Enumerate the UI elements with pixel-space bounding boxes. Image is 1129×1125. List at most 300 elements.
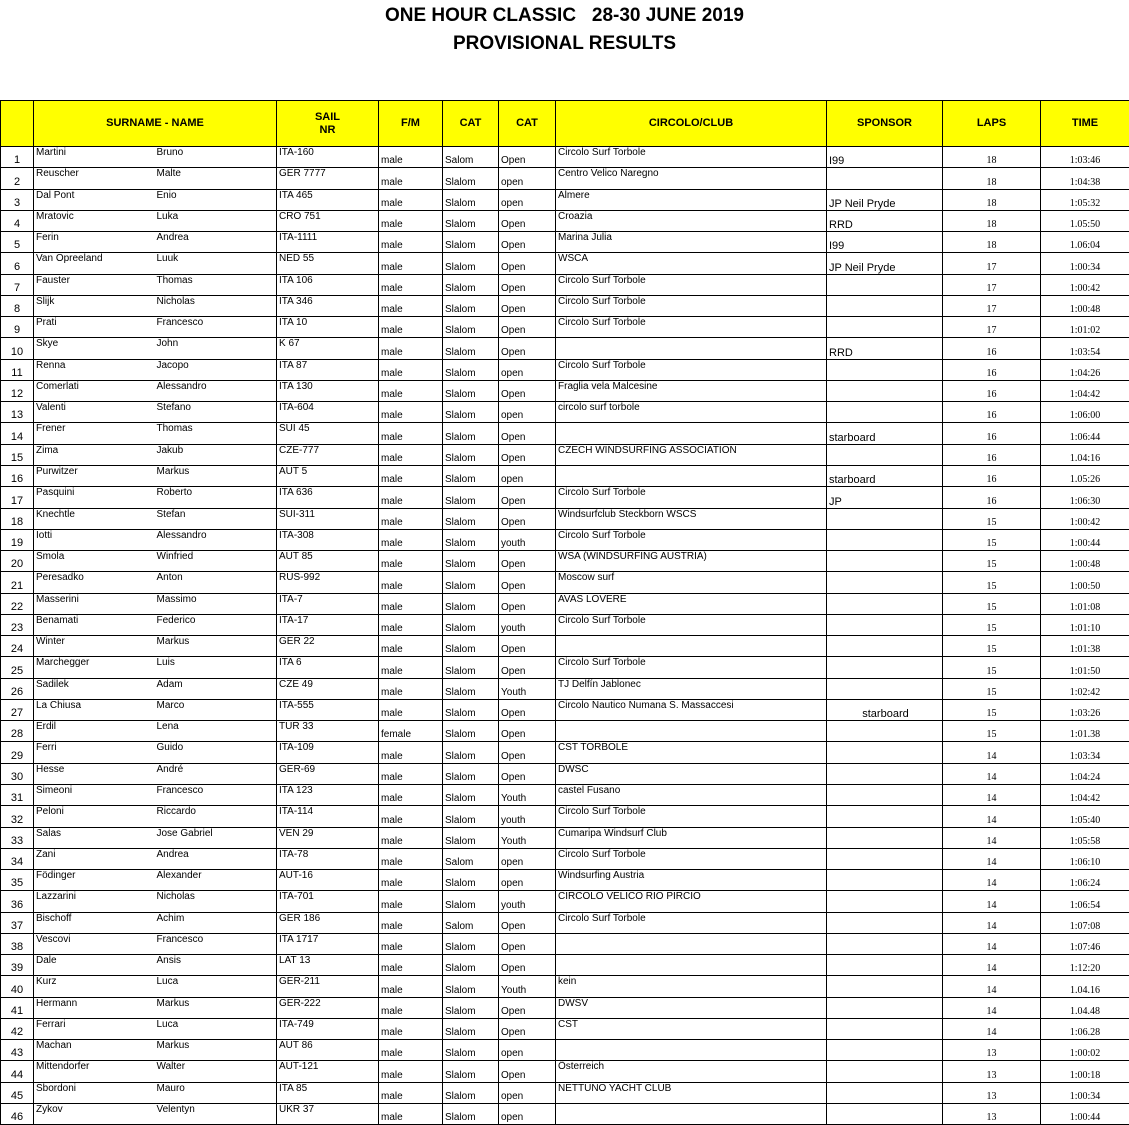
club-cell: Circolo Nautico Numana S. Massaccesi <box>556 699 827 720</box>
club-cell: Croazia <box>556 210 827 231</box>
sponsor-cell <box>827 551 943 572</box>
laps-cell: 15 <box>943 636 1041 657</box>
club-cell <box>556 636 827 657</box>
laps-cell: 14 <box>943 997 1041 1018</box>
sail-number-cell: GER-69 <box>277 763 379 784</box>
time-cell: 1:00:18 <box>1041 1061 1129 1082</box>
table-row <box>1 444 1129 465</box>
position-cell: 1 <box>1 147 34 168</box>
category-cell: Slalom <box>443 572 499 593</box>
laps-cell: 15 <box>943 699 1041 720</box>
category-type-cell: Open <box>499 551 556 572</box>
table-row <box>1 614 1129 635</box>
gender-cell: male <box>379 955 443 976</box>
position-cell: 11 <box>1 359 34 380</box>
table-row <box>1 402 1129 423</box>
time-cell: 1:06:44 <box>1041 423 1129 444</box>
sponsor-cell <box>827 168 943 189</box>
category-header-2: CAT <box>499 101 556 147</box>
category-type-cell: youth <box>499 806 556 827</box>
surname-cell: Bischoff <box>34 912 155 933</box>
surname-cell: Smola <box>34 551 155 572</box>
surname-cell: Ferrari <box>34 1018 155 1039</box>
gender-cell: male <box>379 487 443 508</box>
table-row <box>1 380 1129 401</box>
category-cell: Slalom <box>443 1040 499 1061</box>
category-cell: Slalom <box>443 189 499 210</box>
time-cell: 1.04:16 <box>1041 444 1129 465</box>
sponsor-cell: JP Neil Pryde <box>827 253 943 274</box>
gender-cell: male <box>379 295 443 316</box>
laps-cell: 14 <box>943 912 1041 933</box>
sponsor-cell <box>827 827 943 848</box>
surname-cell: Valenti <box>34 402 155 423</box>
club-cell: Circolo Surf Torbole <box>556 614 827 635</box>
club-cell <box>556 721 827 742</box>
sponsor-cell <box>827 380 943 401</box>
surname-cell: Simeoni <box>34 784 155 805</box>
club-cell: Windsurfclub Steckborn WSCS <box>556 508 827 529</box>
club-cell <box>556 465 827 486</box>
sail-number-cell: ITA 130 <box>277 380 379 401</box>
laps-cell: 15 <box>943 614 1041 635</box>
time-cell: 1:04:38 <box>1041 168 1129 189</box>
position-cell: 40 <box>1 976 34 997</box>
table-row <box>1 827 1129 848</box>
sail-number-cell: ITA-555 <box>277 699 379 720</box>
gender-cell: male <box>379 338 443 359</box>
category-cell: Slalom <box>443 168 499 189</box>
time-cell: 1:07:08 <box>1041 912 1129 933</box>
club-cell: TJ Delfín Jablonec <box>556 678 827 699</box>
first-name-cell: Guido <box>155 742 277 763</box>
sponsor-cell <box>827 295 943 316</box>
club-cell: AVAS LOVERE <box>556 593 827 614</box>
surname-cell: Skye <box>34 338 155 359</box>
category-type-cell: Open <box>499 1018 556 1039</box>
sail-number-cell: SUI 45 <box>277 423 379 444</box>
category-cell: Slalom <box>443 721 499 742</box>
position-cell: 16 <box>1 465 34 486</box>
time-cell: 1:04:42 <box>1041 784 1129 805</box>
sponsor-cell <box>827 955 943 976</box>
category-type-cell: open <box>499 1040 556 1061</box>
surname-cell: Prati <box>34 317 155 338</box>
first-name-cell: Malte <box>155 168 277 189</box>
category-type-cell: Open <box>499 955 556 976</box>
first-name-cell: Jakub <box>155 444 277 465</box>
surname-cell: Fauster <box>34 274 155 295</box>
table-row <box>1 699 1129 720</box>
club-cell: Cumaripa Windsurf Club <box>556 827 827 848</box>
sail-number-cell: ITA-78 <box>277 848 379 869</box>
sponsor-header: SPONSOR <box>827 101 943 147</box>
surname-cell: Mittendorfer <box>34 1061 155 1082</box>
sponsor-cell: I99 <box>827 232 943 253</box>
time-cell: 1:06.28 <box>1041 1018 1129 1039</box>
category-type-cell: open <box>499 359 556 380</box>
surname-cell: Iotti <box>34 529 155 550</box>
laps-cell: 15 <box>943 508 1041 529</box>
gender-cell: male <box>379 168 443 189</box>
table-row <box>1 274 1129 295</box>
sponsor-cell <box>827 614 943 635</box>
laps-cell: 16 <box>943 465 1041 486</box>
sponsor-cell <box>827 402 943 423</box>
table-row <box>1 763 1129 784</box>
sail-number-cell: ITA 106 <box>277 274 379 295</box>
gender-cell: male <box>379 933 443 954</box>
time-cell: 1:06:30 <box>1041 487 1129 508</box>
position-cell: 45 <box>1 1082 34 1103</box>
time-cell: 1:04:26 <box>1041 359 1129 380</box>
category-cell: Slalom <box>443 338 499 359</box>
club-cell: Circolo Surf Torbole <box>556 295 827 316</box>
sail-number-cell: GER 186 <box>277 912 379 933</box>
table-row <box>1 359 1129 380</box>
sponsor-cell <box>827 763 943 784</box>
surname-cell: Zima <box>34 444 155 465</box>
sponsor-cell <box>827 1103 943 1124</box>
sail-number-cell: ITA-160 <box>277 147 379 168</box>
club-cell: Marina Julia <box>556 232 827 253</box>
category-type-cell: Open <box>499 593 556 614</box>
time-cell: 1:00:42 <box>1041 274 1129 295</box>
sponsor-cell <box>827 870 943 891</box>
gender-cell: male <box>379 678 443 699</box>
position-cell: 35 <box>1 870 34 891</box>
club-cell <box>556 955 827 976</box>
surname-cell: Reuscher <box>34 168 155 189</box>
sponsor-cell <box>827 721 943 742</box>
sponsor-cell: starboard <box>827 423 943 444</box>
surname-cell: Lazzarini <box>34 891 155 912</box>
category-cell: Slalom <box>443 380 499 401</box>
sail-number-cell: ITA-114 <box>277 806 379 827</box>
table-row <box>1 1061 1129 1082</box>
surname-cell: Frener <box>34 423 155 444</box>
table-row <box>1 1082 1129 1103</box>
club-cell: castel Fusano <box>556 784 827 805</box>
category-cell: Slalom <box>443 742 499 763</box>
sponsor-cell: starboard <box>827 465 943 486</box>
first-name-cell: Stefano <box>155 402 277 423</box>
category-cell: Slalom <box>443 955 499 976</box>
category-type-cell: Open <box>499 997 556 1018</box>
sponsor-cell: RRD <box>827 338 943 359</box>
first-name-cell: Luca <box>155 976 277 997</box>
surname-cell: Dale <box>34 955 155 976</box>
sail-number-cell: ITA 636 <box>277 487 379 508</box>
surname-cell: Zani <box>34 848 155 869</box>
laps-cell: 13 <box>943 1082 1041 1103</box>
time-cell: 1.04.48 <box>1041 997 1129 1018</box>
laps-cell: 18 <box>943 210 1041 231</box>
table-row <box>1 784 1129 805</box>
surname-cell: Sadilek <box>34 678 155 699</box>
category-type-cell: Youth <box>499 827 556 848</box>
gender-cell: male <box>379 763 443 784</box>
laps-cell: 16 <box>943 444 1041 465</box>
sail-number-cell: ITA 85 <box>277 1082 379 1103</box>
first-name-cell: Walter <box>155 1061 277 1082</box>
sponsor-cell <box>827 891 943 912</box>
position-cell: 37 <box>1 912 34 933</box>
time-cell: 1:03:34 <box>1041 742 1129 763</box>
gender-cell: male <box>379 147 443 168</box>
sail-number-cell: VEN 29 <box>277 827 379 848</box>
category-cell: Slalom <box>443 359 499 380</box>
time-cell: 1:01:08 <box>1041 593 1129 614</box>
first-name-cell: John <box>155 338 277 359</box>
sail-number-cell: CRO 751 <box>277 210 379 231</box>
time-cell: 1:06:10 <box>1041 848 1129 869</box>
first-name-cell: Markus <box>155 636 277 657</box>
sponsor-cell <box>827 848 943 869</box>
sponsor-cell: I99 <box>827 147 943 168</box>
sponsor-cell <box>827 508 943 529</box>
position-cell: 13 <box>1 402 34 423</box>
category-type-cell: open <box>499 1082 556 1103</box>
time-cell: 1:00:44 <box>1041 529 1129 550</box>
laps-cell: 16 <box>943 359 1041 380</box>
first-name-cell: Jose Gabriel <box>155 827 277 848</box>
gender-cell: male <box>379 1040 443 1061</box>
category-type-cell: Open <box>499 508 556 529</box>
first-name-cell: Andrea <box>155 848 277 869</box>
table-row <box>1 508 1129 529</box>
surname-cell: Knechtle <box>34 508 155 529</box>
category-cell: Slalom <box>443 933 499 954</box>
time-cell: 1:05:40 <box>1041 806 1129 827</box>
category-type-cell: Open <box>499 1061 556 1082</box>
sponsor-cell: JP <box>827 487 943 508</box>
position-cell: 33 <box>1 827 34 848</box>
first-name-cell: Velentyn <box>155 1103 277 1124</box>
category-type-cell: Open <box>499 253 556 274</box>
table-row <box>1 317 1129 338</box>
club-cell: kein <box>556 976 827 997</box>
category-type-cell: Youth <box>499 976 556 997</box>
gender-cell: male <box>379 465 443 486</box>
gender-cell: male <box>379 1061 443 1082</box>
category-cell: Slalom <box>443 317 499 338</box>
table-row <box>1 572 1129 593</box>
category-type-cell: Open <box>499 380 556 401</box>
time-cell: 1.05:50 <box>1041 210 1129 231</box>
sail-number-cell: ITA 87 <box>277 359 379 380</box>
gender-cell: male <box>379 508 443 529</box>
sail-number-cell: ITA-7 <box>277 593 379 614</box>
category-type-cell: open <box>499 402 556 423</box>
gender-cell: male <box>379 636 443 657</box>
time-cell: 1.04.16 <box>1041 976 1129 997</box>
first-name-cell: Enio <box>155 189 277 210</box>
sail-number-cell: UKR 37 <box>277 1103 379 1124</box>
position-cell: 18 <box>1 508 34 529</box>
results-header <box>1 101 1129 147</box>
table-row <box>1 465 1129 486</box>
position-cell: 38 <box>1 933 34 954</box>
sponsor-cell <box>827 593 943 614</box>
sail-number-cell: ITA-749 <box>277 1018 379 1039</box>
category-cell: Slalom <box>443 465 499 486</box>
sponsor-cell <box>827 274 943 295</box>
sail-number-cell: K 67 <box>277 338 379 359</box>
laps-cell: 16 <box>943 380 1041 401</box>
category-type-cell: Open <box>499 210 556 231</box>
category-type-cell: open <box>499 1103 556 1124</box>
category-cell: Slalom <box>443 891 499 912</box>
sail-number-cell: ITA-109 <box>277 742 379 763</box>
time-cell: 1.06:04 <box>1041 232 1129 253</box>
laps-cell: 17 <box>943 274 1041 295</box>
sail-number-cell: AUT 85 <box>277 551 379 572</box>
first-name-cell: Nicholas <box>155 295 277 316</box>
time-cell: 1:00:50 <box>1041 572 1129 593</box>
club-cell: Centro Velico Naregno <box>556 168 827 189</box>
category-cell: Slalom <box>443 827 499 848</box>
position-cell: 7 <box>1 274 34 295</box>
club-cell <box>556 933 827 954</box>
category-type-cell: Open <box>499 657 556 678</box>
gender-cell: male <box>379 614 443 635</box>
table-row <box>1 678 1129 699</box>
table-row <box>1 168 1129 189</box>
category-type-cell: Open <box>499 295 556 316</box>
sail-number-cell: GER-211 <box>277 976 379 997</box>
laps-cell: 14 <box>943 784 1041 805</box>
first-name-cell: Thomas <box>155 274 277 295</box>
time-cell: 1:01:50 <box>1041 657 1129 678</box>
sponsor-cell <box>827 997 943 1018</box>
category-cell: Salom <box>443 912 499 933</box>
position-cell: 23 <box>1 614 34 635</box>
gender-cell: male <box>379 1082 443 1103</box>
time-cell: 1:06:54 <box>1041 891 1129 912</box>
table-row <box>1 253 1129 274</box>
time-cell: 1:03:46 <box>1041 147 1129 168</box>
category-type-cell: youth <box>499 891 556 912</box>
time-cell: 1:00:02 <box>1041 1040 1129 1061</box>
table-row <box>1 997 1129 1018</box>
category-header-1: CAT <box>443 101 499 147</box>
club-cell: Moscow surf <box>556 572 827 593</box>
surname-cell: Dal Pont <box>34 189 155 210</box>
first-name-cell: Achim <box>155 912 277 933</box>
club-cell: Almere <box>556 189 827 210</box>
category-type-cell: Open <box>499 317 556 338</box>
first-name-cell: Massimo <box>155 593 277 614</box>
laps-cell: 16 <box>943 423 1041 444</box>
table-row <box>1 870 1129 891</box>
time-cell: 1:00:48 <box>1041 295 1129 316</box>
sponsor-cell <box>827 1061 943 1082</box>
sponsor-cell <box>827 572 943 593</box>
club-cell: CST <box>556 1018 827 1039</box>
category-cell: Slalom <box>443 614 499 635</box>
category-type-cell: Youth <box>499 678 556 699</box>
first-name-cell: Markus <box>155 997 277 1018</box>
time-cell: 1:04:24 <box>1041 763 1129 784</box>
category-cell: Slalom <box>443 1082 499 1103</box>
first-name-cell: Marco <box>155 699 277 720</box>
time-cell: 1:00:34 <box>1041 253 1129 274</box>
laps-cell: 13 <box>943 1103 1041 1124</box>
table-row <box>1 933 1129 954</box>
table-row <box>1 529 1129 550</box>
category-cell: Slalom <box>443 763 499 784</box>
category-cell: Slalom <box>443 678 499 699</box>
sponsor-cell <box>827 806 943 827</box>
category-cell: Slalom <box>443 508 499 529</box>
category-cell: Slalom <box>443 657 499 678</box>
table-row <box>1 721 1129 742</box>
table-row <box>1 232 1129 253</box>
time-cell: 1:12:20 <box>1041 955 1129 976</box>
table-row <box>1 891 1129 912</box>
laps-cell: 14 <box>943 933 1041 954</box>
laps-cell: 17 <box>943 295 1041 316</box>
laps-cell: 15 <box>943 721 1041 742</box>
first-name-cell: Stefan <box>155 508 277 529</box>
gender-cell: male <box>379 232 443 253</box>
position-cell: 41 <box>1 997 34 1018</box>
laps-cell: 16 <box>943 402 1041 423</box>
sponsor-cell <box>827 742 943 763</box>
surname-cell: Winter <box>34 636 155 657</box>
category-cell: Slalom <box>443 295 499 316</box>
surname-cell: Purwitzer <box>34 465 155 486</box>
document-subtitle: PROVISIONAL RESULTS <box>0 31 1129 57</box>
table-row <box>1 551 1129 572</box>
table-row <box>1 1018 1129 1039</box>
first-name-cell: Francesco <box>155 933 277 954</box>
surname-cell: Ferri <box>34 742 155 763</box>
sail-number-cell: ITA-701 <box>277 891 379 912</box>
sponsor-cell <box>827 636 943 657</box>
sail-number-cell: LAT 13 <box>277 955 379 976</box>
sponsor-cell: JP Neil Pryde <box>827 189 943 210</box>
laps-cell: 15 <box>943 529 1041 550</box>
sail-number-cell: TUR 33 <box>277 721 379 742</box>
category-type-cell: open <box>499 870 556 891</box>
category-type-cell: Open <box>499 338 556 359</box>
results-table <box>0 100 1129 1125</box>
gender-cell: male <box>379 529 443 550</box>
table-row <box>1 976 1129 997</box>
category-type-cell: open <box>499 189 556 210</box>
surname-cell: Machan <box>34 1040 155 1061</box>
table-row <box>1 848 1129 869</box>
category-cell: Slalom <box>443 274 499 295</box>
sail-number-cell: ITA-308 <box>277 529 379 550</box>
laps-cell: 14 <box>943 806 1041 827</box>
surname-cell: Födinger <box>34 870 155 891</box>
gender-cell: male <box>379 742 443 763</box>
first-name-cell: Alessandro <box>155 529 277 550</box>
club-cell: Circolo Surf Torbole <box>556 912 827 933</box>
first-name-cell: Markus <box>155 465 277 486</box>
category-cell: Slalom <box>443 487 499 508</box>
category-type-cell: Open <box>499 912 556 933</box>
category-cell: Slalom <box>443 444 499 465</box>
sail-number-cell: GER 7777 <box>277 168 379 189</box>
category-type-cell: Open <box>499 487 556 508</box>
club-cell <box>556 1040 827 1061</box>
position-cell: 31 <box>1 784 34 805</box>
club-cell: WSCA <box>556 253 827 274</box>
